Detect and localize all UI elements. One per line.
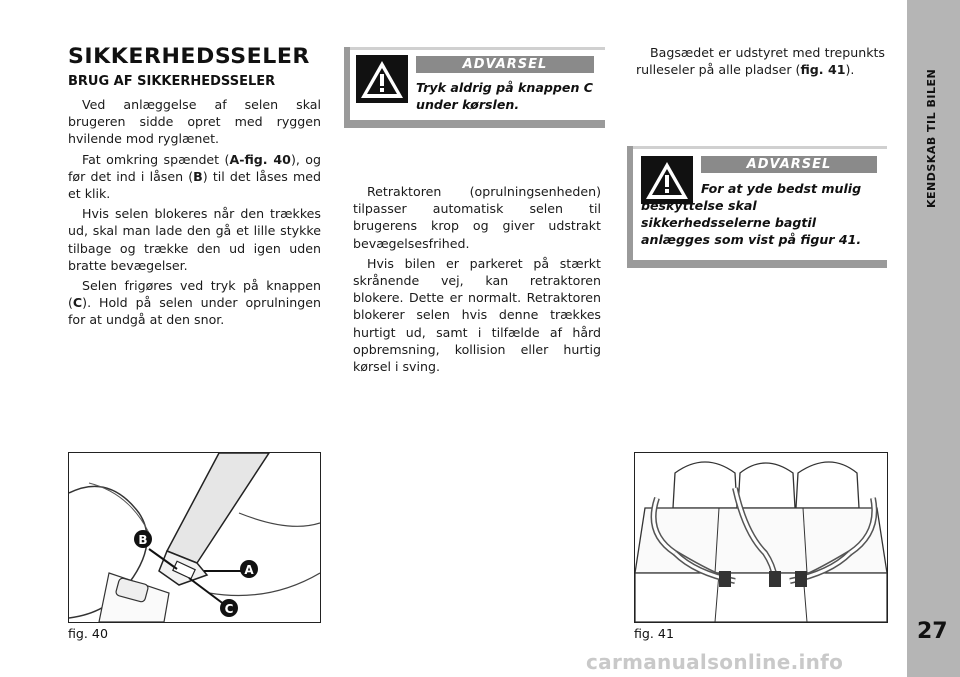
paragraph: Hvis bilen er parkeret på stærkt skrånende vej, kan retraktoren blokere. Dette er normalt. Retraktoren blokerer selen hvis denne trækkes hurtigt ud, samt i tilfælde af hård opbremsning, kollision eller hurtig kørsel i sving. <box>353 255 601 375</box>
warning-text: Tryk aldrig på knappen C under kørslen. <box>416 80 594 112</box>
warning-label: ADVARSEL <box>701 156 877 173</box>
text-column-3 <box>636 44 885 81</box>
page-number: 27 <box>917 619 948 644</box>
callout-c-label: C <box>224 602 234 616</box>
warning-label: ADVARSEL <box>416 56 594 73</box>
watermark: carmanualsonline.info <box>586 650 844 674</box>
figure-reference: fig. 41 <box>800 62 846 78</box>
text-run: ). Hold på selen under oprulningen for at undgå at den snor. <box>68 295 321 328</box>
paragraph <box>68 277 321 329</box>
paragraph: Ved anlæggelse af selen skal brugeren sidde opret med ryggen hvilende mod ryglænet. <box>68 97 321 147</box>
text-column-2 <box>353 183 601 378</box>
figure-41-illustration <box>634 452 888 623</box>
text-run: ), og før det ind i låsen ( <box>68 151 321 184</box>
figure-reference: C <box>72 295 83 311</box>
warning-box-1 <box>344 47 605 128</box>
paragraph <box>636 44 885 78</box>
figure-reference: B <box>193 168 203 184</box>
text-column-1 <box>68 96 321 332</box>
warning-text: For at yde bedst mulig beskyttelse skal sikkerhedsselerne bagtil anlægges som vist på figur 41. <box>641 181 862 247</box>
section-side-title <box>907 40 960 240</box>
figure-reference: A-fig. 40 <box>229 151 291 167</box>
paragraph: Retraktoren (oprulningsenheden) tilpasser automatisk selen til brugerens krop og giver udstrakt bevægelsesfrihed. <box>353 184 601 251</box>
page-subheading: BRUG AF SIKKERHEDSSELER <box>68 74 276 89</box>
text-run: ) til det låses med et klik. <box>68 168 321 202</box>
text-run: ). <box>845 62 855 78</box>
warning-box-2 <box>627 146 887 268</box>
paragraph: Hvis selen blokeres når den trækkes ud, skal man lade den gå et lille stykke tilbage og trække den ud igen uden bratte bevægelser. <box>68 206 321 273</box>
figure-41-caption: fig. 41 <box>634 626 674 641</box>
figure-40-illustration <box>68 452 321 623</box>
rear-seat-belts-drawing <box>635 453 887 622</box>
section-title-text: KENDSKAB TIL BILEN <box>925 68 938 208</box>
seatbelt-buckle-drawing <box>69 453 320 622</box>
callout-a-label: A <box>244 563 254 577</box>
figure-40-caption: fig. 40 <box>68 626 108 641</box>
text-run: Selen frigøres ved tryk på knappen ( <box>68 278 321 311</box>
callout-b-label: B <box>138 533 148 547</box>
page-heading: SIKKERHEDSSELER <box>68 44 310 68</box>
text-run: Fat omkring spændet ( <box>82 151 230 167</box>
text-run: Bagsædet er udstyret med trepunkts rulleseler på alle pladser ( <box>636 45 885 78</box>
paragraph <box>68 151 321 203</box>
warning-triangle-icon <box>356 55 408 103</box>
